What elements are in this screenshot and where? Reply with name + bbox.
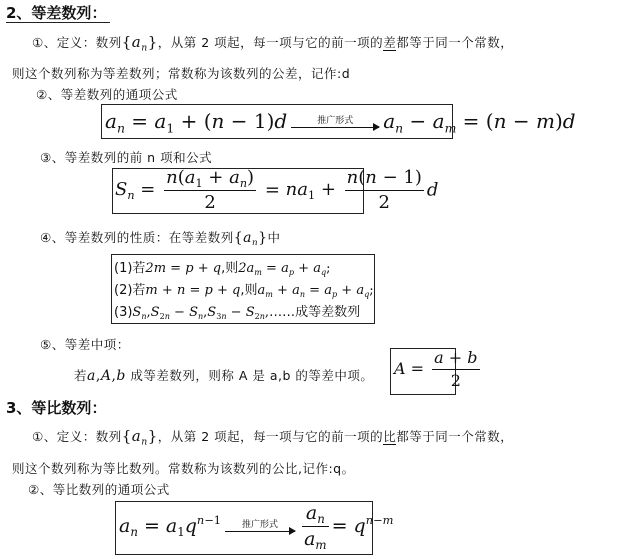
- geo-definition-line2: 则这个数列称为等比数列。常数称为该数列的公比,记作:q。: [12, 461, 355, 476]
- circled-1-geo: ①: [32, 429, 44, 444]
- geo-general-term-box: [115, 501, 394, 555]
- arith-middle-box: [390, 348, 478, 395]
- prop3-prefix: (3): [114, 305, 133, 320]
- section-2-underline: [6, 22, 110, 23]
- def-label-geo: 、定义：数列: [43, 429, 122, 444]
- prop3-dots: ……: [269, 305, 296, 320]
- arith-definition-line2: 则这个数列称为等差数列；常数称为该数列的公差，记作:d: [12, 66, 351, 81]
- def-text-end-geo: 都等于同一个常数，: [396, 429, 514, 444]
- seq-an: $\{a_n\}$: [121, 33, 158, 54]
- seq-an-geo: $\{a_n\}$: [121, 427, 158, 448]
- section-3-title: 3、等比数列：: [6, 399, 107, 417]
- zx-prefix: 若: [74, 368, 88, 383]
- arith-general-term-heading: ②、等差数列的通项公式: [36, 87, 178, 102]
- prop3-end: 成等差数列: [295, 305, 361, 320]
- prop-heading-text: ④、等差数列的性质：在等差数列: [40, 230, 234, 245]
- property-1: (1)若2m = p + q,则$2a_m = a_p + a_q$;: [114, 261, 331, 277]
- arith-sum-box: [112, 167, 439, 214]
- arith-sum-heading: ③、等差数列的前 n 项和公式: [40, 150, 213, 165]
- arith-middle-formula: A = $\frac{a + b}{2}$: [394, 348, 478, 390]
- def-text-end: 都等于同一个常数，: [396, 35, 514, 50]
- circled-1: ①: [32, 35, 44, 50]
- arith-sum-formula: $S_n$ = $\frac{n(a_1 + a_n)}{2}$ = $na_1$ + $\frac{n(n - 1)}{2}$ d: [115, 167, 439, 213]
- cha-char: 差: [383, 35, 397, 50]
- arith-properties-box: [111, 254, 375, 324]
- def-text-geo: ，从第 2 项起，每一项与它的前一项的: [157, 429, 384, 444]
- arith-general-term-box: [101, 104, 576, 139]
- geo-definition-line1: [32, 427, 514, 448]
- property-3: $(3)S_n,S_{2n} - S_n,S_{3n}$ − $S_{2n},\dots\dots$成等差数列: [114, 305, 361, 321]
- def-text: ，从第 2 项起，每一项与它的前一项的: [157, 35, 384, 50]
- tui-label-geo: 推广形式: [242, 519, 279, 530]
- bi-char: 比: [383, 429, 397, 444]
- arith-middle-heading: ⑤、等差中项：: [40, 337, 130, 352]
- tui-label: 推广形式: [317, 115, 354, 126]
- section-2-title: 2、等差数列：: [6, 4, 107, 22]
- def-label: 、定义：数列: [43, 35, 122, 50]
- geo-general-term-heading: ②、等比数列的通项公式: [28, 482, 170, 497]
- arrow-general-form: [291, 117, 379, 128]
- prop2-prefix: (2)若: [114, 283, 146, 298]
- arrow-geo-form: [225, 521, 295, 532]
- seq-an-2: $\{a_n\}$: [233, 230, 268, 249]
- prop-heading-end: 中: [267, 230, 281, 245]
- arith-middle-text: 若a,A,b 成等差数列，则称 A 是 a,b 的等差中项。: [74, 368, 374, 384]
- geo-general-term-formula: $a_n = a_1q^{n-1}$ 推广形式 $\frac{a_n}{a_m}$ = $q^{n-m}$: [119, 502, 394, 552]
- arith-general-term-formula: $a_n = a_1 + (n - 1)d$ 推广形式 $a_n - a_m = (n - m)d$: [105, 109, 576, 136]
- prop2-then: ,则: [240, 283, 258, 298]
- zx-text: 成等差数列，则称 A 是 a,b 的等差中项。: [130, 368, 374, 383]
- arith-definition-line1: [32, 33, 514, 54]
- prop1-then: ,则: [221, 261, 239, 276]
- arith-properties-heading: [40, 228, 281, 249]
- prop1-prefix: (1)若: [114, 261, 146, 276]
- property-2: (2)若m + n = p + q,则$a_m + a_n = a_p + a_q$;: [114, 283, 374, 299]
